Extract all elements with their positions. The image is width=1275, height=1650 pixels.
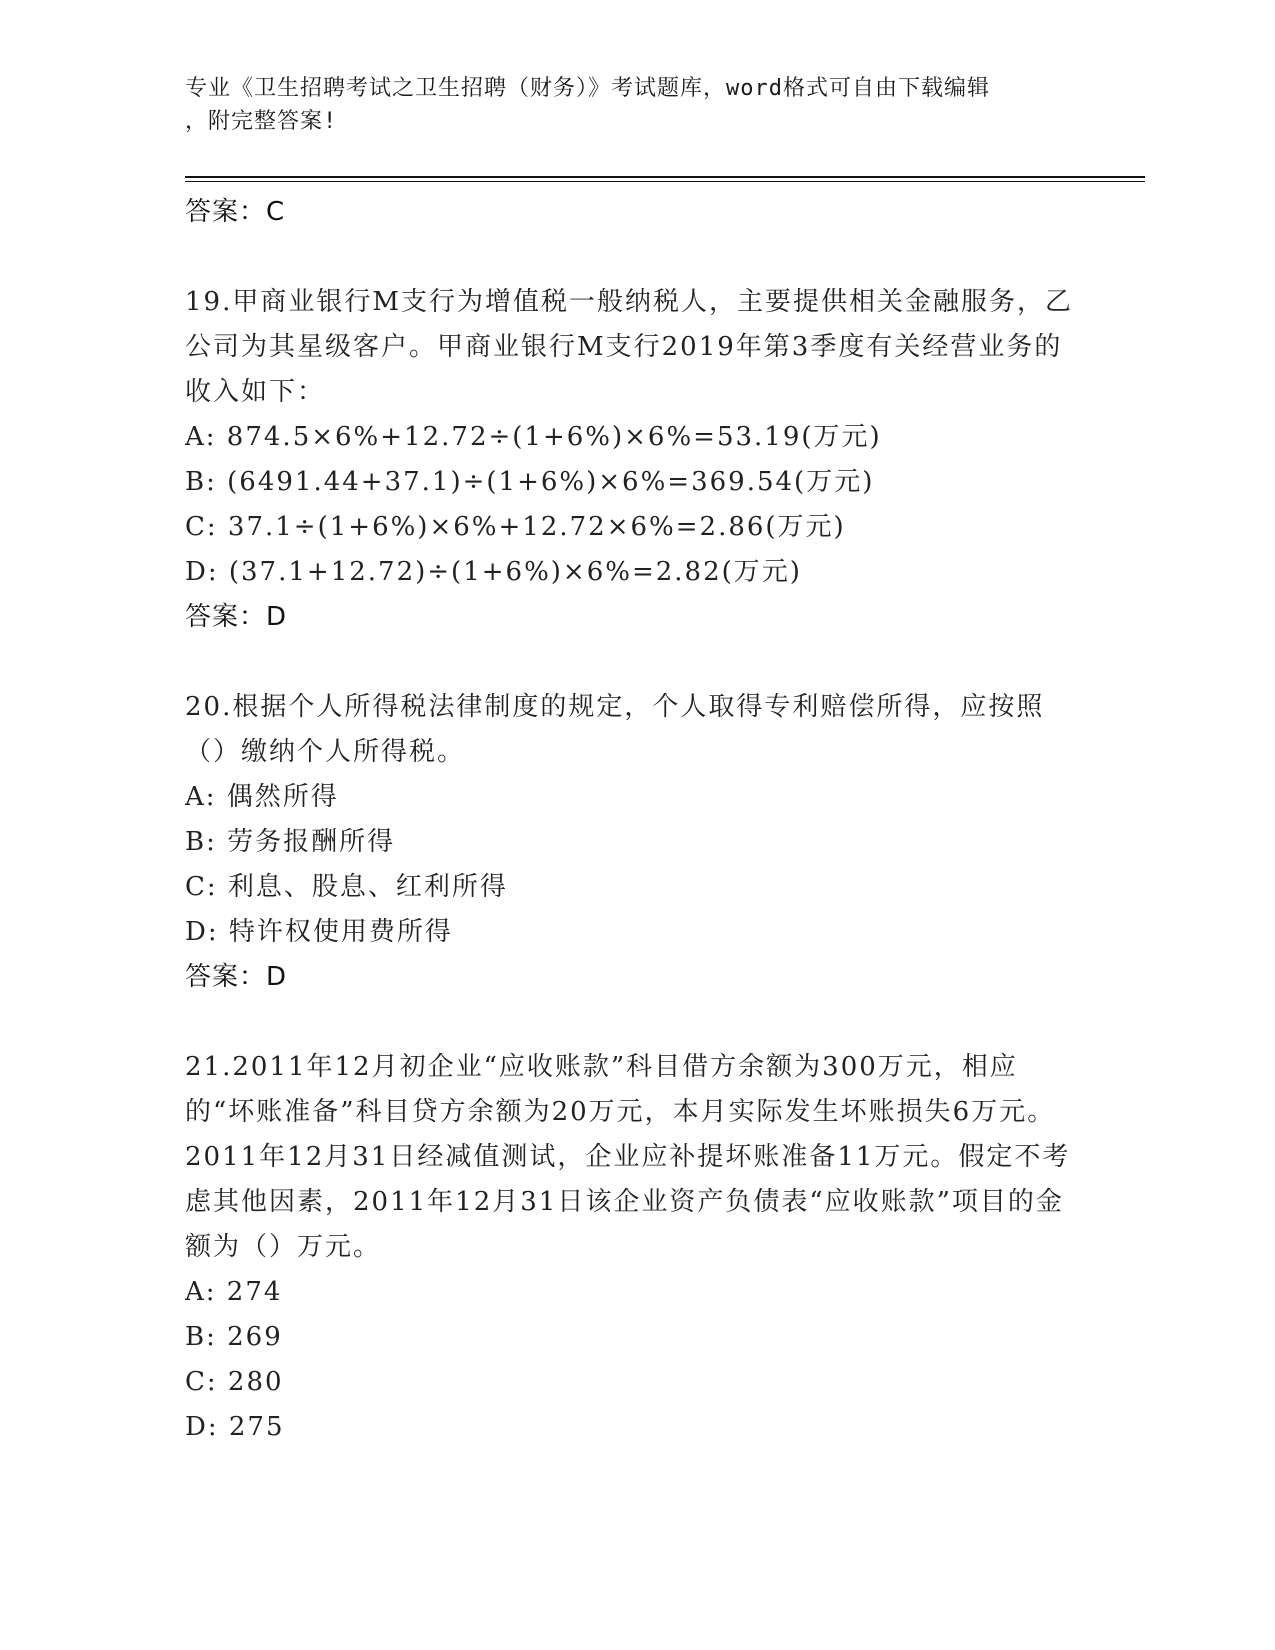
option-c: C: 37.1÷(1+6%)×6%+12.72×6%=2.86(万元) xyxy=(185,512,846,542)
spacer xyxy=(185,1000,1085,1045)
header-rule-secondary xyxy=(185,181,1145,182)
question-21 xyxy=(185,1045,1085,1450)
option-b: B: 劳务报酬所得 xyxy=(185,827,396,857)
option-d: D: 275 xyxy=(185,1412,285,1442)
spacer xyxy=(185,235,1085,280)
option-a: A: 偶然所得 xyxy=(185,782,339,812)
question-20 xyxy=(185,685,1085,1000)
answer-line: 答案：D xyxy=(185,962,288,992)
header-line-1: 专业《卫生招聘考试之卫生招聘（财务）》考试题库，word格式可自由下载编辑 xyxy=(185,76,990,101)
spacer xyxy=(185,640,1085,685)
option-d: D: (37.1+12.72)÷(1+6%)×6%=2.82(万元) xyxy=(185,557,802,587)
question-stem: 19.甲商业银行M支行为增值税一般纳税人，主要提供相关金融服务，乙公司为其星级客户。甲商业银行M支行2019年第3季度有关经营业务的收入如下： xyxy=(185,287,1073,407)
question-19 xyxy=(185,280,1085,640)
question-list xyxy=(185,190,1085,1450)
option-a: A: 874.5×6%+12.72÷(1+6%)×6%=53.19(万元) xyxy=(185,422,882,452)
header-rule xyxy=(185,176,1145,178)
answer-line: 答案：D xyxy=(185,602,288,632)
option-d: D: 特许权使用费所得 xyxy=(185,917,453,947)
option-b: B: (6491.44+37.1)÷(1+6%)×6%=369.54(万元) xyxy=(185,467,875,497)
option-a: A: 274 xyxy=(185,1277,283,1307)
option-c: C: 利息、股息、红利所得 xyxy=(185,872,508,902)
header-line-2: ，附完整答案! xyxy=(185,109,338,134)
page-header xyxy=(185,72,1065,138)
question-stem: 21.2011年12月初企业“应收账款”科目借方余额为300万元，相应的“坏账准备”科目贷方余额为20万元，本月实际发生坏账损失6万元。2011年12月31日经减值测试，企业应补提坏账准备11万元。假定不考虑其他因素，2011年12月31日该企业资产负债表“应收账款”项目的金额为（）万元。 xyxy=(185,1052,1071,1262)
answer-line: 答案：C xyxy=(185,197,286,227)
option-b: B: 269 xyxy=(185,1322,283,1352)
question-stem: 20.根据个人所得税法律制度的规定，个人取得专利赔偿所得，应按照（）缴纳个人所得税。 xyxy=(185,692,1045,767)
option-c: C: 280 xyxy=(185,1367,284,1397)
